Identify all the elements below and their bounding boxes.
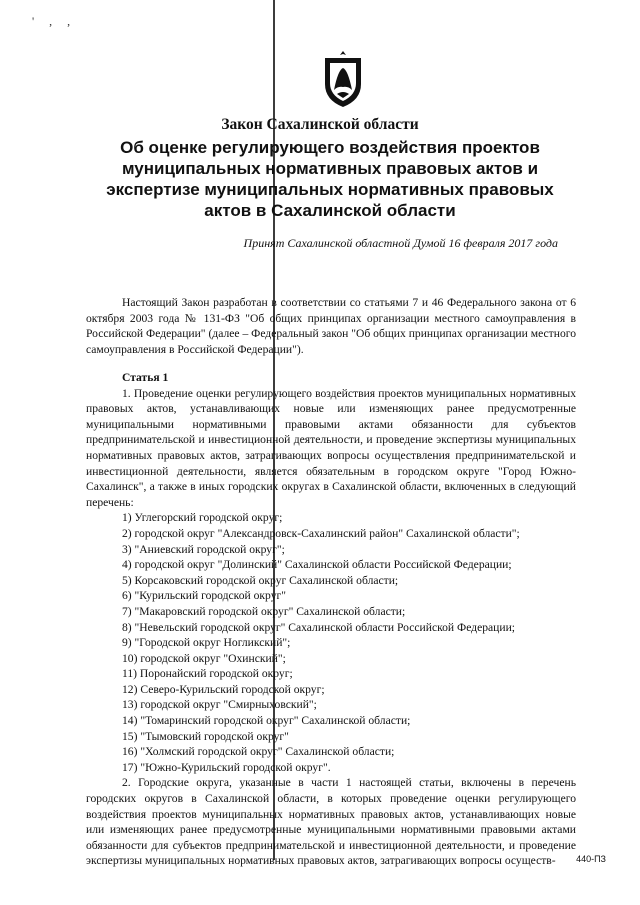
article-1 [86, 370, 576, 869]
preamble [86, 295, 576, 357]
list-item: 13) городской округ "Смирныховский"; [122, 698, 317, 712]
page-code: 440-ПЗ [576, 854, 606, 864]
article-paragraph-2: 2. Городские округа, указанные в части 1 настоящей статьи, включены в перечень городских округов в Сахалинской области, в которых проведение оценки регулирующего воздействия проектов муниципальных нормативных правовых актов, устанавливающих новые или изменяющих ранее предусмотренные муниципальными нормативными правовыми актами обязанности для субъектов предпринимательской и инвестиционной деятельности, и проведение экспертизы муниципальных нормативных правовых актов, затрагивающих вопросы осуществ- [86, 776, 576, 868]
article-paragraph-1: 1. Проведение оценки регулирующего воздействия проектов муниципальных нормативных правовых актов, устанавливающих новые или изменяющих ранее предусмотренные муниципальными нормативными правовыми актами обязанности для субъектов предпринимательской и инвестиционной деятельности, и проведение экспертизы муниципальных нормативных правовых актов, затрагивающих вопросы осуществления предпринимательской и инвестиционной деятельности, является обязательным в городском округе "Город Южно-Сахалинск", а также в иных городских округах в Сахалинской области, включенных в следующий перечень: [86, 386, 576, 509]
districts-list [86, 510, 576, 775]
law-title: Закон Сахалинской области [221, 116, 419, 133]
adoption-note: Принят Сахалинской областной Думой 16 февраля 2017 года [243, 236, 558, 250]
list-item: 6) "Курильский городской округ" [122, 589, 286, 603]
list-item: 10) городской округ "Охинский"; [122, 651, 286, 665]
list-item: 16) "Холмский городской округ" Сахалинской области; [122, 745, 395, 759]
list-item: 2) городской округ "Александровск-Сахалинский район" Сахалинской области"; [122, 526, 520, 540]
list-item: 14) "Томаринский городской округ" Сахалинской области; [122, 714, 411, 728]
list-item: 12) Северо-Курильский городской округ; [122, 682, 325, 696]
scan-marks: ' , , [32, 14, 77, 28]
article-heading: Статья 1 [122, 371, 169, 384]
sakhalin-coat-of-arms-icon [322, 50, 364, 108]
list-item: 8) "Невельский городской округ" Сахалинской области Российской Федерации; [122, 620, 516, 634]
list-item: 15) "Тымовский городской округ" [122, 729, 289, 743]
list-item: 9) "Городской округ Ногликский"; [122, 636, 291, 650]
list-item: 11) Поронайский городской округ; [122, 667, 293, 681]
list-item: 1) Углегорский городской округ; [122, 511, 283, 525]
list-item: 17) "Южно-Курильский городской округ". [122, 760, 331, 774]
list-item: 7) "Макаровский городской округ" Сахалинской области; [122, 604, 406, 618]
law-subject: Об оценке регулирующего воздействия проектов муниципальных нормативных правовых актов и экспертизе муниципальных нормативных правовых актов в Сахалинской области [106, 138, 554, 220]
list-item: 4) городской округ "Долинский" Сахалинской области Российской Федерации; [122, 558, 512, 572]
preamble-text: Настоящий Закон разработан в соответствии со статьями 7 и 46 Федерального закона от 6 октября 2003 года № 131-ФЗ "Об общих принципах организации местного самоуправления в Российской Федерации" (далее – Федеральный закон "Об общих принципах организации местного самоуправления в Российской Федерации"). [86, 296, 576, 356]
list-item: 3) "Аниевский городской округ"; [122, 542, 285, 556]
list-item: 5) Корсаковский городской округ Сахалинской области; [122, 573, 399, 587]
